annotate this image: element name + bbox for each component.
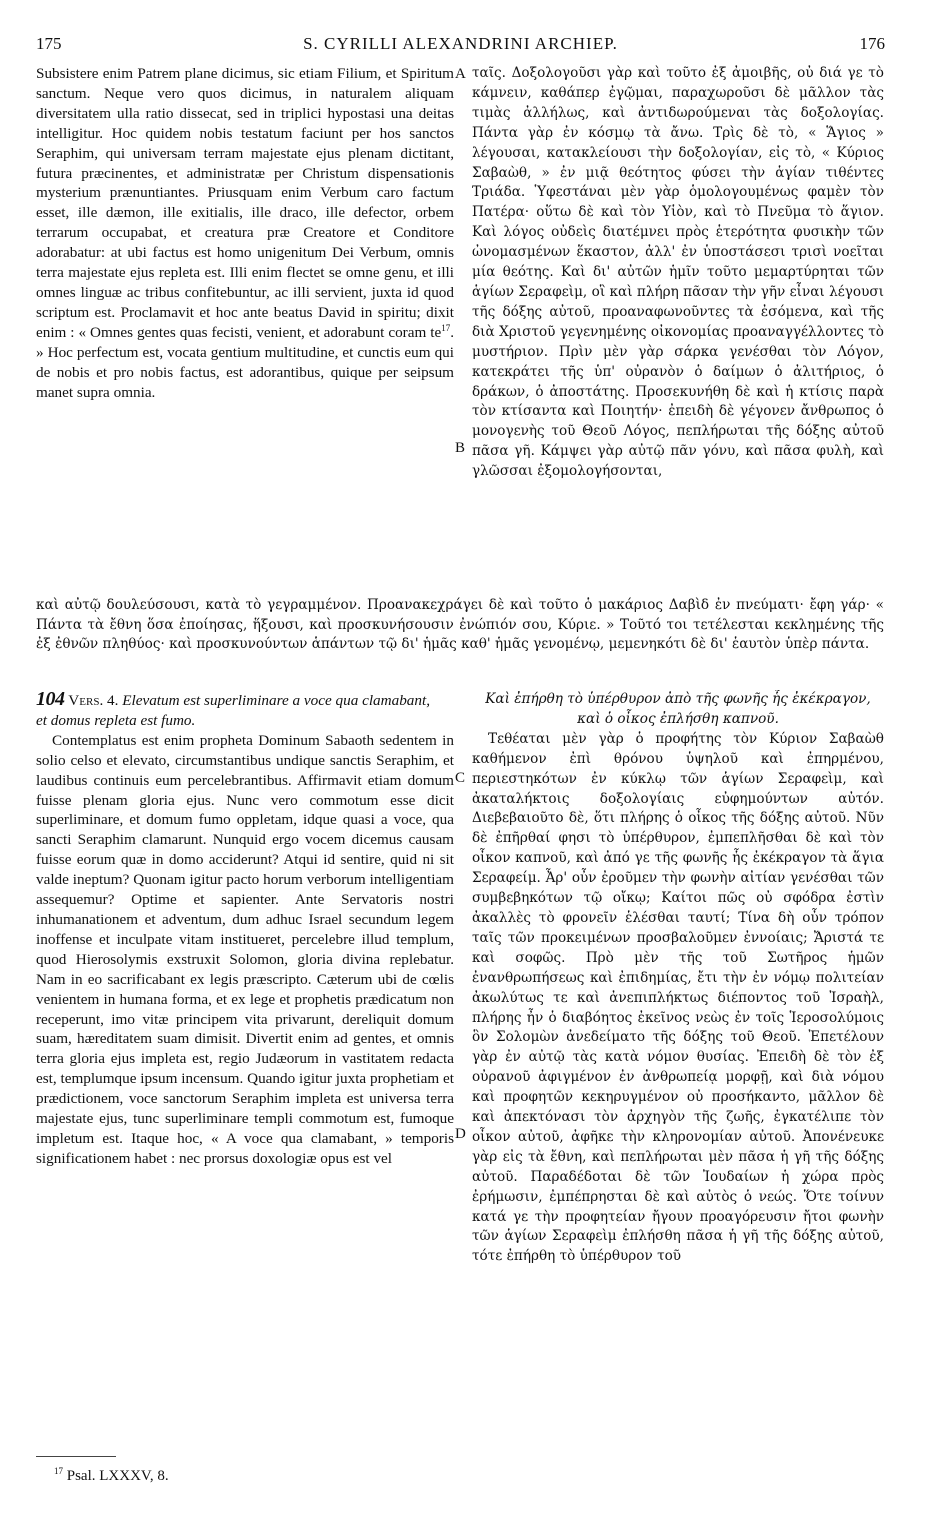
latin-text-top-end: . » Hoc perfectum est, vocata gentium multitudine, et cunctis eum qui de nobis et pro nobis factus, est adorantibus, quique per seipsum manet supra omnia. [36,323,454,401]
greek-column-top [472,64,884,596]
left-column-number: 175 [36,34,62,53]
margin-marker-a: A [455,66,466,82]
footnote-number: 17 [54,1466,63,1476]
right-column-number: 176 [859,34,885,53]
footnote-text: Psal. LXXXV, 8. [66,1468,169,1484]
margin-marker-d: D [455,1126,466,1142]
running-title: S. CYRILLI ALEXANDRINI ARCHIEP. [303,34,618,53]
greek-text-top: ταῖς. Δοξολογοῦσι γὰρ καὶ τοῦτο ἐξ ἀμοιβῆς, οὐ διά γε τὸ κάμνειν, καθάπερ ἐγῷμαι, παραχωροῦσι δὲ μᾶλλον τὰς τιμὰς ἀλλήλως, καὶ ἀντιδωρούμεναι τὰς δοξολογίας. Πάντα γὰρ ἐν κόσμῳ τὰ ἄνω. Τρὶς δὲ τὸ, « Ἅγιος » λέγουσαι, κατακλείουσι τὴν δοξολογίαν, εἰς τὸ, « Κύριος Σαβαὼθ, » ἐν μιᾷ θεότητος φύσει τὴν ἁγίαν τιθέντες Τριάδα. Ὑφεστάναι μὲν γὰρ ὁμολογουμένως φαμὲν τὸν Πατέρα· οὕτω δὲ καὶ τὸν Υἱὸν, καὶ τὸ Πνεῦμα τὸ ἅγιον. Καὶ λόγος οὐδεὶς διατέμνει πρὸς ἑτερότητα φυσικὴν τῶν ὠνομασμένων ἕκαστον, ἀλλ' ἐν ὑποστάσεσι τρισὶ νοεῖται μία θεότης. Καὶ δι' αὐτῶν ἡμῖν τοῦτο μεμαρτύρηται τῶν ἁγίων Σεραφεὶμ, οἳ καὶ πλήρη πᾶσαν τὴν γῆν εἶναι λέγουσι τῆς δόξης αὐτοῦ, προαναφωνοῦντες τὰ ἐσόμενα, καὶ τῆς διὰ Χριστοῦ γεγενημένης οἰκονομίας προαναγγέλλοντες τὸ μυστήριον. Πρὶν μὲν γὰρ σάρκα γενέσθαι τὸν Λόγον, κατεκράτει τῆς ὑπ' οὐρανὸν ὁ δαίμων ὁ ἀλιτήριος, ὁ δράκων, ὁ ἀποστάτης. Προσεκυνήθη δὲ καὶ ἡ κτίσις παρὰ τὸν κτίσαντα καὶ Ποιητήν· ἐπειδὴ δὲ γέγονεν ἄνθρωπος ὁ μονογενὴς τοῦ Θεοῦ Λόγος, πεπλήρωται τῆς δόξης αὐτοῦ πᾶσα γῆ. Κάμψει γὰρ αὐτῷ πᾶν γόνυ, καὶ πᾶσα φυλὴ, καὶ γλῶσσαι ἐξομολογήσονται, [472,65,884,480]
greek-full-width-text: καὶ αὐτῷ δουλεύσουσι, κατὰ τὸ γεγραμμένον. Προανακεχράγει δὲ καὶ τοῦτο ὁ μακάριος Δαβὶδ ἐν πνεύματι· ἔφη γάρ· « Πάντα τὰ ἔθνη ὅσα ἐποίησας, ἥξουσι, καὶ προσκυνήσουσιν ἐνώπιόν σου, Κύριε. » Τοῦτό τοι τετέλεσται κεκλημένης τῆς ἐξ ἐθνῶν πληθύος· καὶ προσκυνούντων ἁπάντων τῷ δι' ἡμᾶς καθ' ἡμᾶς γενομένῳ, μεμενηκότι δὲ δι' ἑαυτὸν ὑπὲρ πάντα. [36,597,884,652]
greek-full-width-passage [36,596,884,655]
greek-text-bottom: Τεθέαται μὲν γὰρ ὁ προφήτης τὸν Κύριον Σαβαὼθ καθήμενον ἐπὶ θρόνου ὑψηλοῦ καὶ ἐπηρμένου, περιεστηκότων ἐν κύκλῳ τῶν ἁγίων Σεραφεὶμ, καὶ ἀκαταλήκτοις δοξολογίαις εὐφημούντων αὐτόν. Διεβεβαιοῦτο δὲ, ὅτι πλήρης ὁ οἶκος τῆς δόξης αὐτοῦ. Νῦν δὲ ἐπῆρθαί φησι τὸ ὑπέρθυρον, ἐμπεπλῆσθαι δὲ καὶ τὸν οἶκον καπνοῦ, καὶ ἀπό γε τῆς φωνῆς ἧς ἐκέκραγον τὰ ἅγια Σεραφείμ. Ἆρ' οὖν ἐροῦμεν τὴν φωνὴν αἰτίαν γενέσθαι τῶν συμβεβηκότων τῷ οἴκῳ; Καίτοι πῶς οὐ σφόδρα ἐστὶν ἀκαλλὲς τὸ φρονεῖν ἑλέσθαι ταυτί; Τίνα δὴ οὖν τρόπον ταῖς τῶν προκειμένων προσβαλοῦμεν ἐννοίαις; Ἄριστά τε καὶ σοφῶς. Πρὸ μὲν τῆς τοῦ Σωτῆρος ἡμῶν ἐνανθρωπήσεως καὶ ἐπιδημίας, ἔτι τὴν ἐν νόμῳ πολιτείαν ἀκωλύτως τε καὶ ἀνεπιπλήκτως διέποντος τοῦ Ἰσραὴλ, πλήρης ἦν ὁ διαβόητος ἐκεῖνος νεὼς ἐν τοῖς Ἱεροσολύμοις ὃν Σολομὼν ἀνεδείματο τῆς δόξης τοῦ Θεοῦ. Ἐπετέλουν γὰρ ἐν αὐτῷ τὰς κατὰ νόμον θυσίας. Ἐπειδὴ δὲ τὸν ἐξ οὐρανοῦ ἀφιγμένον ἐν ἀνθρωπείᾳ μορφῇ, καὶ διὰ νόμου καὶ προφητῶν κεκηρυγμένον οὐ προσήκαντο, μᾶλλον δὲ καὶ ἀπεκτόνασι τὸν ἀρχηγὸν τῆς ζωῆς, ἐγκατέλιπε τὸν οἶκον αὐτοῦ, ἀφῆκε τὴν κληρονομίαν αὐτοῦ. Ἀπονένευκε γὰρ εἰς τὰ ἔθνη, καὶ πεπλήρωται μὲν πᾶσα ἡ γῆ τῆς δόξης αὐτοῦ. Παραδέδοται δὲ τῶν Ἰουδαίων ἡ χώρα πρὸς ἐρήμωσιν, ἐμπέπρησται δὲ καὶ αὐτὸς ὁ νεώς. Ὅτε τοίνυν κατά γε τὴν προφητείαν ἤγουν προαγόρευσιν ἤτοι φωνὴν τῶν ἁγίων Σεραφεὶμ ἐπλήσθη πᾶσα ἡ γῆ τῆς δόξης αὐτοῦ, τότε ἐπήρθη τὸ ὑπέρθυρον τοῦ [472,730,884,1265]
margin-marker-c: C [455,770,466,786]
greek-lemma: Καὶ ἐπήρθη τὸ ὑπέρθυρον ἀπὸ τῆς φωνῆς ἧς ἐκέκραγον, καὶ ὁ οἶκος ἐπλήσθη καπνοῦ. [485,691,871,727]
latin-column-bottom [36,690,454,1440]
section-number: 104 [36,690,65,710]
footnote [54,1468,169,1485]
margin-marker-b: B [455,440,466,456]
latin-text-bottom: Contemplatus est enim propheta Dominum Sabaoth sedentem in solio celso et elevato, circumstantibus undique sanctis Seraphim, et laudibus continuis eum percelebrantibus. Affirmavit etiam domum fuisse plenam gloria ejus. Nunc vero commotum esse dicit superliminare, et domum fumo oppletam, idque quasi a voce, qua sancti Seraphim clamarunt. Nunquid ergo vocem dicemus causam fuisse eorum quæ in domo acciderunt? Atqui id sentire, quid ni sit valde ineptum? Quonam igitur pacto horum verborum intelligentiam assequemur? Optime et sapienter. Ante Servatoris nostri inhumanationem et adventum, dum adhuc Israel secundum legem inoffense et inculpate vitam institueret, percelebre illud templum, quod Hierosolymis exstruxit Solomon, gloria divina replebatur. Nam in eo sacrificabant ex legis præscripto. Cæterum ubi de cœlis venientem in humana forma, et ex lege et prophetis prædicatum non receperunt, imo vitæ principem vita privarunt, dereliquit domum suam, hæreditatem suam dimisit. Divertit enim ad gentes, et omnis terra gloria ejus impleta est, regio Judæorum in vastitatem redacta est, templumque ipsum incensum. Quando igitur juxta prophetiam et prædictionem, voce sanctorum Seraphim impleta est universa terra majestate ejus, tunc superliminare templi commotum est, fumoque impletum est. Itaque hoc, « A voce qua clamabant, » temporis significationem habet : nec prorsus doxologiæ opus est vel [36,731,454,1167]
running-header [36,34,885,60]
latin-text-top: Subsistere enim Patrem plane dicimus, sic etiam Filium, et Spiritum sanctum. Neque vero quos dicimus, in naturalem aliquam diversitatem ulla ratio dissecat, sed in triplici hypostasi una deitas intelligitur. Hoc quidem nobis testatum faciunt per hos sanctos Seraphim, qui universam terram majestate ejus plenam dictitant, futura præcinentes, et administratæ per Christum dispensationis mysterium prænuntiantes. Priusquam enim Verbum caro factum esset, ille dæmon, ille exitialis, ille draco, ille defector, orbem terrarum occupabat, et creatura præ Creatore et Conditore adorabatur: at ubi factus est homo unigenitum Dei Verbum, omnis terra majestate ejus repleta est. Illi enim flectet se omne genu, et illi omnes linguæ ac tribus confitebuntur, ac illi servient, juxta id quod scriptum est. Proclamavit et hoc ante beatus David in spiritu; dixit enim : « Omnes gentes quas fecisti, venient, et adorabunt coram te [36,65,454,341]
greek-column-bottom [472,690,884,1440]
latin-column-top [36,64,454,596]
footnote-reference: 17 [441,322,451,333]
latin-lemma-block [36,690,454,731]
footnote-divider [36,1456,116,1457]
verse-label: Vers. 4. [68,692,119,709]
latin-lemma: Elevatum est superliminare a voce qua clamabant, et domus repleta est fumo. [36,692,430,729]
